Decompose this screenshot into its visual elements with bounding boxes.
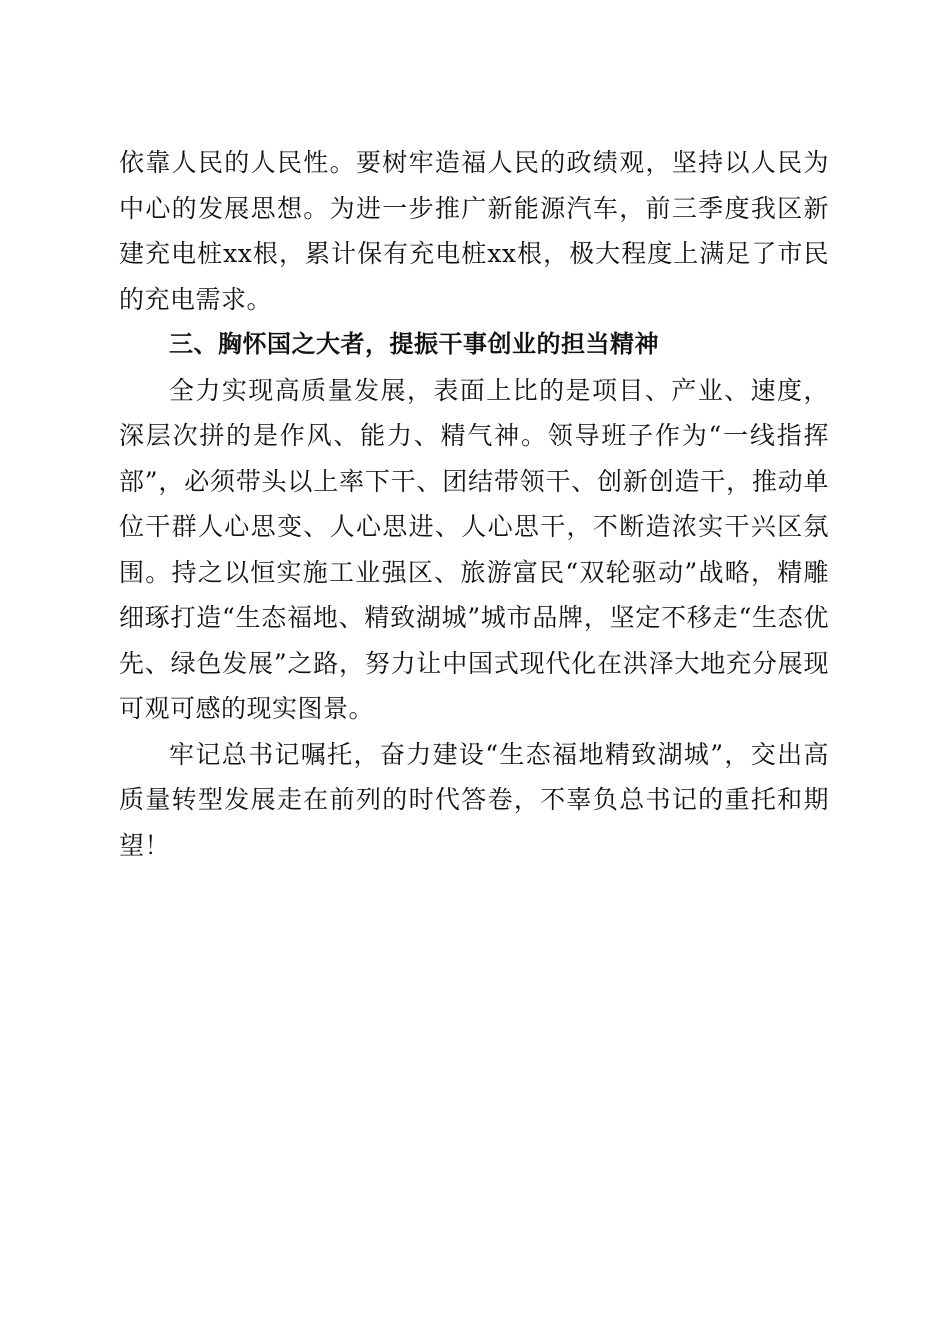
document-body xyxy=(119,140,829,868)
section-heading: 三、胸怀国之大者，提振干事创业的担当精神 xyxy=(169,330,659,358)
paragraph-continuation: 依靠人民的人民性。要树牢造福人民的政绩观，坚持以人民为中心的发展思想。为进一步推广新能源汽车，前三季度我区新建充电桩xx根，累计保有充电桩xx根，极大程度上满足了市民的充电需求。 xyxy=(119,148,829,314)
paragraph-closing: 牢记总书记嘱托，奋力建设“生态福地精致湖城”，交出高质量转型发展走在前列的时代答卷，不辜负总书记的重托和期望！ xyxy=(119,739,829,860)
paragraph-development: 全力实现高质量发展，表面上比的是项目、产业、速度，深层次拼的是作风、能力、精气神。领导班子作为“一线指挥部”，必须带头以上率下干、团结带领干、创新创造干，推动单位干群人心思变、人心思进、人心思干，不断造浓实干兴区氛围。持之以恒实施工业强区、旅游富民“双轮驱动”战略，精雕细琢打造“生态福地、精致湖城”城市品牌，坚定不移走“生态优先、绿色发展”之路，努力让中国式现代化在洪泽大地充分展现可观可感的现实图景。 xyxy=(119,375,829,723)
